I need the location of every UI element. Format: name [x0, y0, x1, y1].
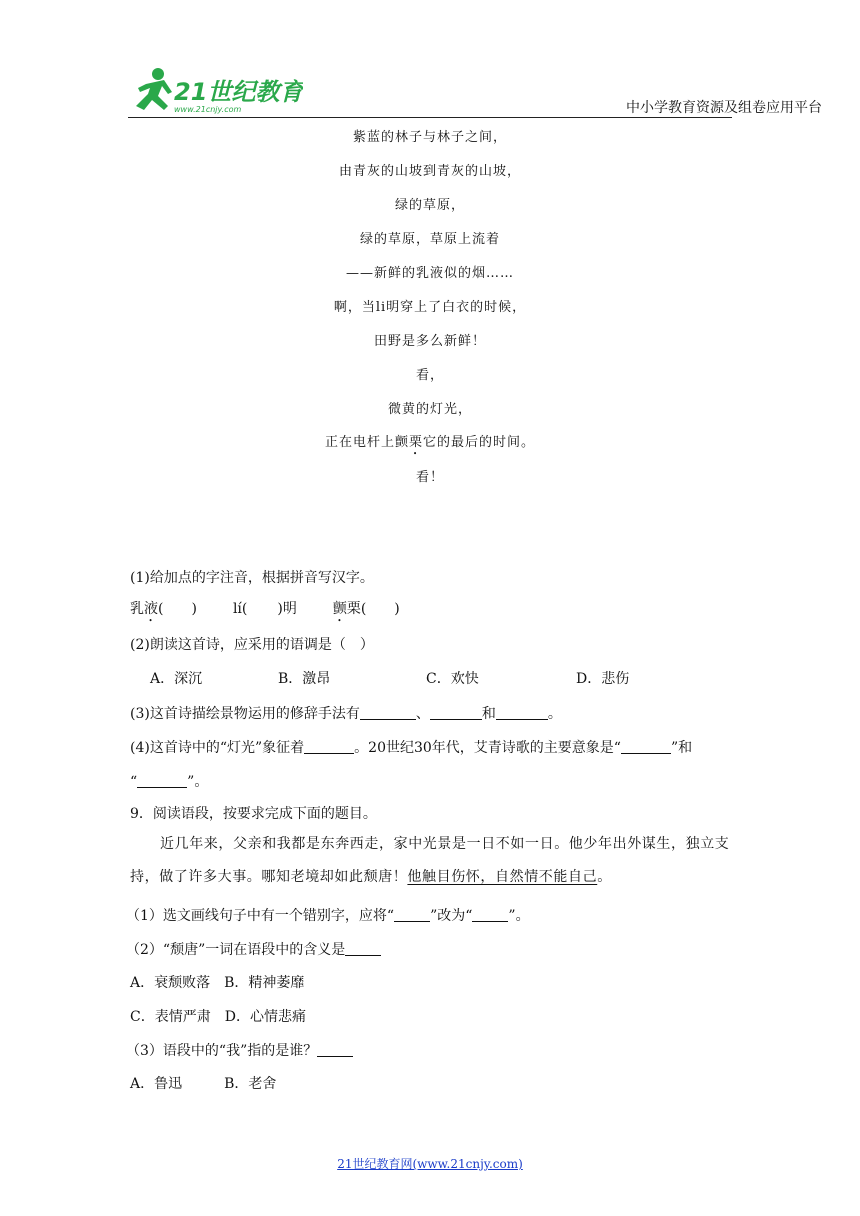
- poem-line-4: 绿的草原，草原上流着: [359, 232, 500, 247]
- question-9-title: 9．阅读语段，按要求完成下面的题目。: [130, 806, 377, 822]
- poem-line-9: 微黄的灯光，: [387, 402, 472, 417]
- question-9-3-options: [130, 1073, 276, 1093]
- option-b: B．精神萎靡: [224, 975, 305, 991]
- question-1: (1)给加点的字注音，根据拼音写汉字。: [130, 570, 374, 586]
- poem-line-1: 紫蓝的林子与林子之间，: [352, 130, 507, 145]
- option-a: A．深沉: [150, 671, 203, 687]
- question-9-2-options-row2: [130, 1006, 306, 1026]
- poem-line-8: 看，: [415, 368, 444, 383]
- poem-line-3: 绿的草原，: [394, 198, 465, 213]
- passage: 近几年来，父亲和我都是东奔西走，家中光景是一日不如一日。他少年出外谋生，独立支持，做了许多大事。哪知老境却如此颓唐！他触目伤怀，自然情不能自己。: [130, 836, 730, 885]
- question-9-2: （2）“颓唐”一词在语段中的含义是: [126, 939, 381, 959]
- header-divider: [128, 117, 732, 118]
- emphasis-char: 液: [144, 601, 158, 617]
- option-d: D．心情悲痛: [224, 1009, 306, 1025]
- option-c: C．欢快: [426, 671, 479, 687]
- footer-link[interactable]: 21世纪教育网(www.21cnjy.com): [337, 1157, 523, 1171]
- answer-blank[interactable]: [621, 739, 671, 754]
- platform-title: 中小学教育资源及组卷应用平台: [626, 100, 822, 116]
- option-a: A．衰颓败落: [130, 975, 211, 991]
- answer-blank[interactable]: [360, 705, 416, 720]
- poem-line-11: 看！: [415, 470, 444, 485]
- answer-blank[interactable]: [430, 705, 482, 720]
- answer-blank[interactable]: [472, 907, 508, 922]
- logo-text: 21世纪教育: [174, 78, 303, 106]
- poem-line-6: 啊，当li明穿上了白衣的时候，: [333, 300, 527, 315]
- question-1-items: 乳液( ) lí( )明 颤栗( ): [130, 601, 400, 617]
- answer-blank[interactable]: [304, 739, 354, 754]
- answer-blank[interactable]: [317, 1042, 353, 1057]
- emphasis-char: 栗: [408, 435, 423, 450]
- poem-line-2: 由青灰的山坡到青灰的山坡，: [338, 164, 521, 179]
- question-9-1: （1）选文画线句子中有一个错别字，应将“ ”改为“ ”。: [126, 908, 530, 924]
- question-9-3: （3）语段中的“我”指的是谁？: [126, 1040, 353, 1060]
- item-chanli: 颤栗(: [332, 601, 367, 617]
- answer-blank[interactable]: [345, 941, 381, 956]
- answer-blank[interactable]: [137, 773, 187, 788]
- logo-url: www.21cnjy.com: [174, 105, 242, 114]
- logo: [128, 66, 303, 120]
- emphasis-char: 颤: [332, 601, 347, 617]
- answer-blank[interactable]: [496, 705, 548, 720]
- question-2: (2)朗读这首诗，应采用的语调是（ ）: [130, 637, 374, 653]
- question-4-line2: “ ”。: [130, 774, 209, 790]
- option-c: C．表情严肃: [130, 1009, 211, 1025]
- poem-line-7: 田野是多么新鲜！: [373, 334, 486, 349]
- question-4: (4)这首诗中的“灯光”象征着 。20世纪30年代，艾青诗歌的主要意象是“ ”和: [130, 740, 693, 756]
- option-a: A．鲁迅: [130, 1076, 183, 1092]
- poem-line-10: 正在电杆上颤栗它的最后的时间。: [324, 435, 536, 450]
- poem-line-5: ——新鲜的乳液似的烟……: [345, 266, 514, 281]
- option-b: B．老舍: [224, 1076, 277, 1092]
- option-d: D．悲伤: [576, 671, 630, 687]
- runner-icon: [136, 68, 172, 110]
- question-3: (3)这首诗描绘景物运用的修辞手法有 、 和 。: [130, 706, 562, 722]
- footer: [0, 1155, 860, 1172]
- item-ruye: 乳液(: [130, 601, 164, 617]
- question-2-options: [150, 668, 629, 688]
- underlined-sentence: 他触目伤怀，自然情不能自己: [407, 869, 598, 885]
- question-9-2-options-row1: [130, 972, 304, 992]
- option-b: B．激昂: [278, 671, 331, 687]
- answer-blank[interactable]: [394, 907, 430, 922]
- item-li: lí(: [232, 601, 248, 617]
